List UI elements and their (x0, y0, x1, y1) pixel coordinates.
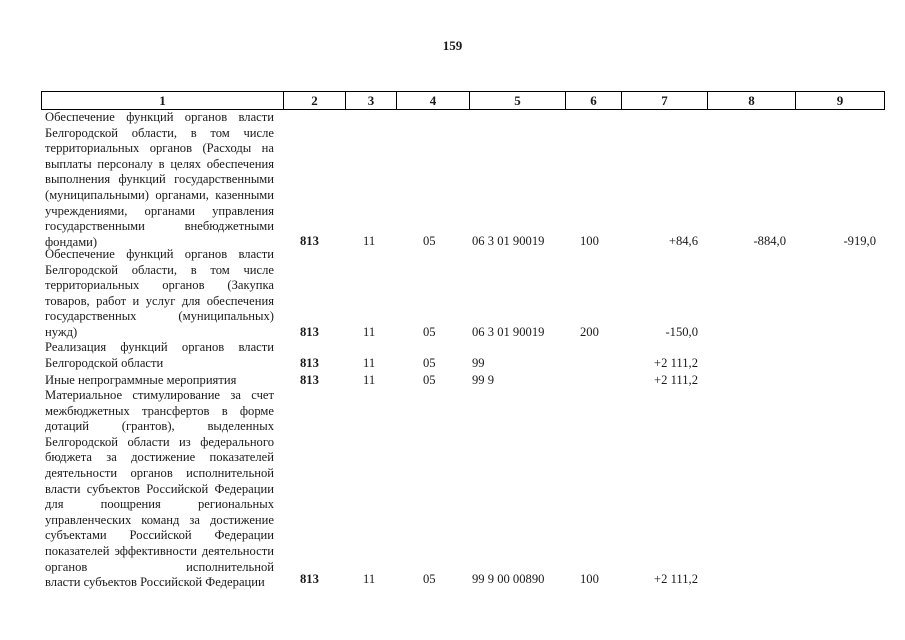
cell-col-5: 99 9 (472, 373, 495, 387)
cell-col-5: 99 (472, 356, 485, 370)
cell-col-2: 813 (300, 572, 319, 586)
cell-col-4: 05 (423, 373, 436, 387)
cell-col-7: +84,6 (668, 234, 698, 248)
cell-col-3: 11 (363, 356, 376, 370)
cell-col-3: 11 (363, 325, 376, 339)
header-col-8: 8 (708, 92, 796, 110)
cell-col-7: +2 111,2 (654, 356, 698, 370)
row-description: Иные непрограммные мероприятия (45, 373, 237, 387)
cell-col-8: -884,0 (753, 234, 786, 248)
cell-col-2: 813 (300, 373, 319, 387)
cell-col-4: 05 (423, 572, 436, 586)
cell-col-7: -150,0 (665, 325, 698, 339)
row-description: Реализация функций органов власти Белгородской области (45, 340, 274, 370)
header-col-7: 7 (622, 92, 708, 110)
cell-col-4: 05 (423, 356, 436, 370)
header-col-3: 3 (346, 92, 397, 110)
header-col-4: 4 (397, 92, 470, 110)
cell-col-6: 100 (580, 572, 599, 586)
page-number: 159 (442, 38, 463, 53)
cell-col-7: +2 111,2 (654, 572, 698, 586)
cell-col-4: 05 (423, 234, 436, 248)
cell-col-3: 11 (363, 234, 376, 248)
cell-col-5: 06 3 01 90019 (472, 325, 545, 339)
cell-col-2: 813 (300, 356, 319, 370)
row-description: Обеспечение функций органов власти Белгородской области, в том числе территориальных органов (Закупка товаров, работ и услуг для обеспечения государственных (муниципальных) нужд) (45, 247, 274, 339)
header-col-6: 6 (566, 92, 622, 110)
cell-col-2: 813 (300, 325, 319, 339)
cell-col-6: 100 (580, 234, 599, 248)
header-col-1: 1 (42, 92, 284, 110)
header-col-5: 5 (470, 92, 566, 110)
cell-col-5: 99 9 00 00890 (472, 572, 545, 586)
cell-col-6: 200 (580, 325, 599, 339)
header-col-9: 9 (796, 92, 885, 110)
cell-col-2: 813 (300, 234, 319, 248)
cell-col-3: 11 (363, 572, 376, 586)
cell-col-7: +2 111,2 (654, 373, 698, 387)
header-col-2: 2 (284, 92, 346, 110)
cell-col-9: -919,0 (843, 234, 876, 248)
cell-col-5: 06 3 01 90019 (472, 234, 545, 248)
cell-col-3: 11 (363, 373, 376, 387)
row-description: Обеспечение функций органов власти Белгородской области, в том числе территориальных органов (Расходы на выплаты персоналу в целях обеспечения выполнения функций государственными (муниципальными) органами, казенными учреждениями, органами управления государственными внебюджетными фондами) (45, 110, 274, 249)
cell-col-4: 05 (423, 325, 436, 339)
row-description: Материальное стимулирование за счет межбюджетных трансфертов в форме дотаций (грантов), выделенных Белгородской области из федерального бюджета за достижение показателей деятельности органов исполнительной власти субъектов Российской Федерации для поощрения региональных управленческих команд за достижение субъектами Российской Федерации показателей эффективности деятельности органов исполнительной власти субъектов Российской Федерации (45, 388, 274, 590)
